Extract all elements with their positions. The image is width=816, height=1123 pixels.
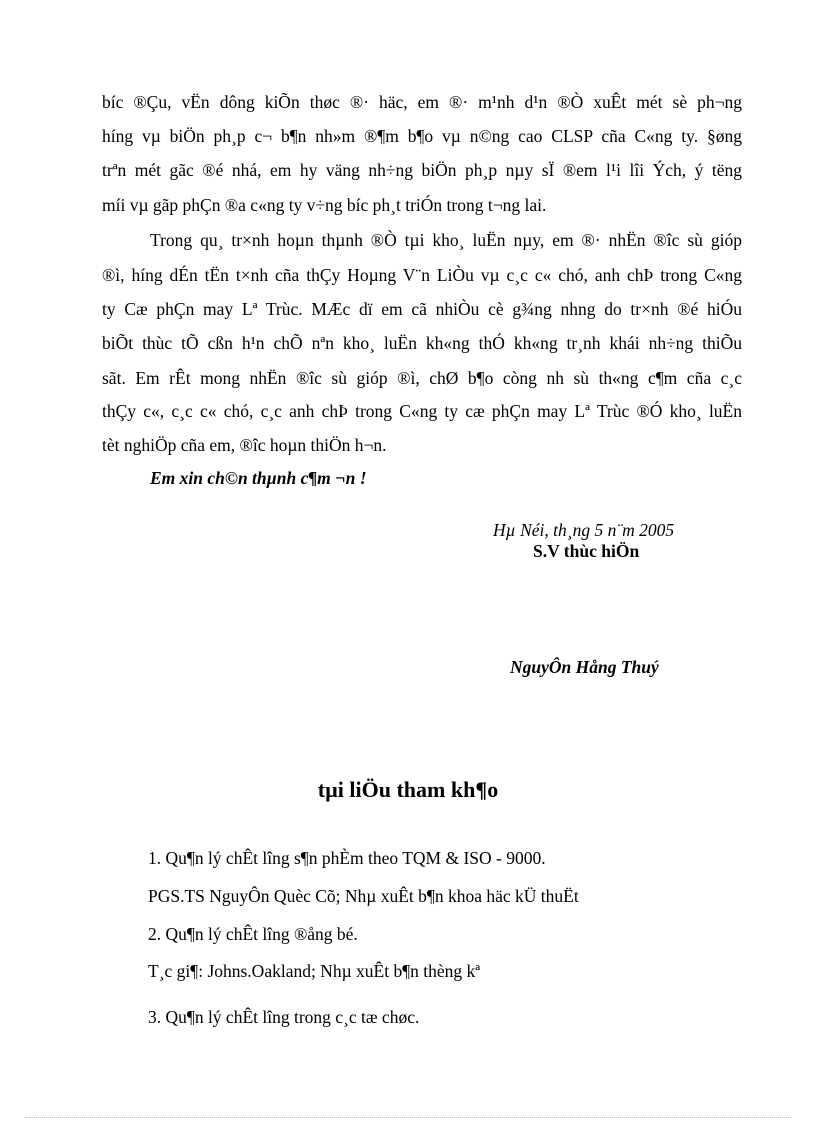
reference-item: 3. Qu¶n lý chÊt lîng trong c¸c tæ chøc.	[148, 1007, 420, 1027]
reference-item: 1. Qu¶n lý chÊt lîng s¶n phÈm theo TQM & ISO - 9000.	[148, 848, 546, 868]
references-title: tµi liÖu tham kh¶o	[317, 777, 499, 802]
thanks-line: Em xin ch©n thµnh c¶m ¬n !	[150, 468, 367, 488]
place-date: Hµ Néi, th¸ng 5 n¨m 2005	[493, 520, 675, 540]
text-line: míi vµ gãp phÇn ®a c«ng ty v÷ng bíc ph¸t triÓn trong t¬ng lai.	[102, 195, 547, 215]
text-line: bíc ®Çu, vËn dông kiÕn thøc ®· häc, em ®· m¹nh d¹n ®Ò xuÊt mét sè ph¬ng	[102, 92, 742, 112]
text-line: híng vµ biÖn ph¸p c¬ b¶n nh»m ®¶m b¶o vµ n©ng cao CLSP cña C«ng ty. §øng	[102, 126, 742, 146]
reference-item: 2. Qu¶n lý chÊt lîng ®ång bé.	[148, 924, 358, 944]
text-line: ty Cæ phÇn may Lª Trùc. MÆc dï em cã nhiÒu cè g¾ng nhng do tr×nh ®é hiÓu	[102, 299, 742, 319]
text-line: ®ì, híng dÉn tËn t×nh cña thÇy Hoµng V¨n LiÒu vµ c¸c c« chó, anh chÞ trong C«ng	[102, 265, 742, 285]
text-line: biÕt thùc tÕ cßn h¹n chÕ nªn kho¸ luËn kh«ng thÓ kh«ng tr¸nh khái nh÷ng thiÕu	[102, 333, 742, 353]
text-line: tèt nghiÖp cña em, ®îc hoµn thiÖn h¬n.	[102, 435, 387, 455]
text-line: Trong qu¸ tr×nh hoµn thµnh ®Ò tµi kho¸ luËn nµy, em ®· nhËn ®îc sù gióp	[150, 230, 742, 250]
signer-role: S.V thùc hiÖn	[533, 541, 640, 561]
signer-name: NguyÔn Hång Thuý	[510, 657, 659, 677]
reference-item: T¸c gi¶: Johns.Oakland; Nhµ xuÊt b¶n thèng kª	[148, 961, 481, 981]
text-line: sãt. Em rÊt mong nhËn ®îc sù gióp ®ì, chØ b¶o còng nh sù th«ng c¶m cña c¸c	[102, 368, 742, 388]
reference-item: PGS.TS NguyÔn Quèc Cõ; Nhµ xuÊt b¶n khoa häc kÜ thuËt	[148, 886, 579, 906]
text-line: trªn mét gãc ®é nhá, em hy väng nh÷ng biÖn ph¸p nµy sÏ ®em l¹i lîi Ých, ý tëng	[102, 160, 742, 180]
text-line: thÇy c«, c¸c c« chó, c¸c anh chÞ trong C«ng ty cæ phÇn may Lª Trùc ®Ó kho¸ luËn	[102, 401, 742, 421]
page-bottom-divider	[25, 1117, 791, 1118]
